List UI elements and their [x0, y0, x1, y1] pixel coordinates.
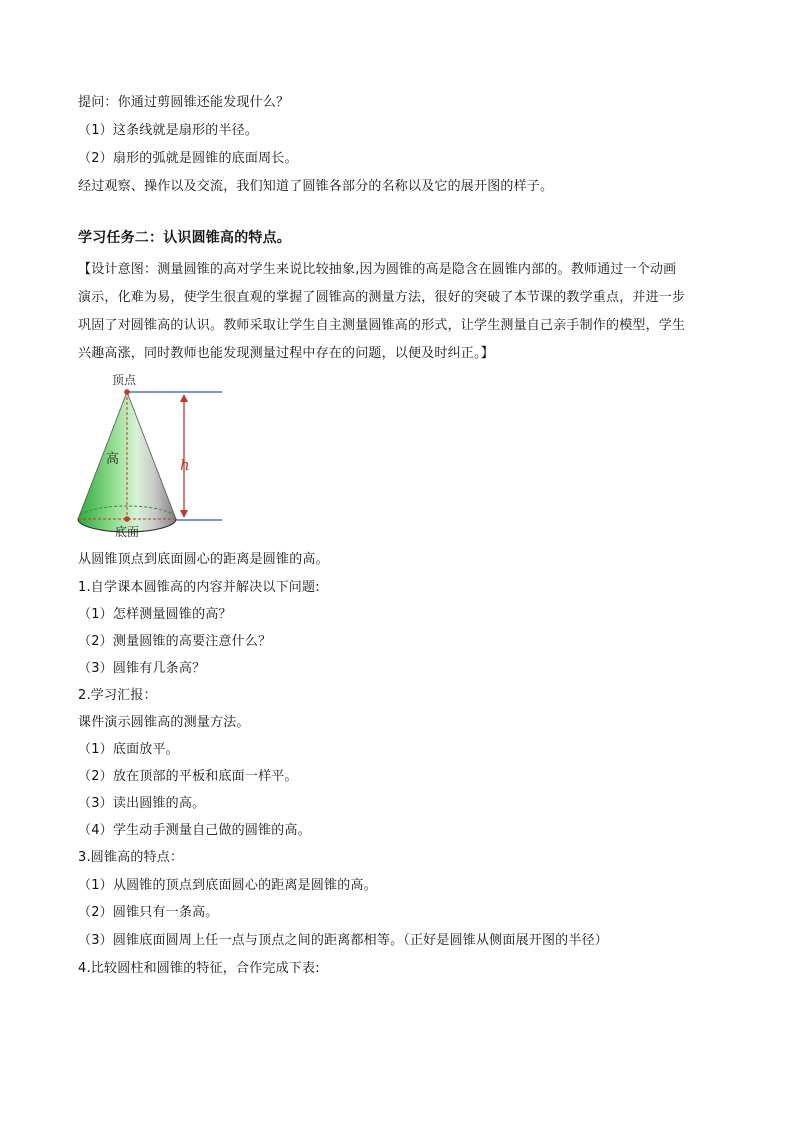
list-item: （2）测量圆锥的高要注意什么？: [78, 634, 272, 649]
step-heading: 2.学习汇报：: [78, 688, 157, 703]
list-item: （1）怎样测量圆锥的高？: [78, 607, 232, 622]
apex-label: 顶点: [112, 373, 137, 387]
arrow-head-up: [180, 394, 188, 402]
design-intent-line: 巩固了对圆锥高的认识。教师采取让学生自主测量圆锥高的形式，让学生测量自己亲手制作的模型，学生: [78, 318, 686, 333]
h-label: h: [180, 456, 190, 474]
list-item: （1）这条线就是扇形的半径。: [78, 123, 259, 138]
list-item: （1）从圆锥的顶点到底面圆心的距离是圆锥的高。: [78, 878, 377, 893]
height-side-label: 高: [106, 452, 120, 467]
apex-point: [124, 389, 130, 395]
step-intro: 课件演示圆锥高的测量方法。: [78, 715, 250, 730]
section-heading: 学习任务二：认识圆锥高的特点。: [78, 230, 291, 246]
base-label: 底面: [115, 525, 140, 539]
list-item: （4）学生动手测量自己做的圆锥的高。: [78, 823, 311, 838]
arrow-head-down: [180, 510, 188, 518]
question-line: 提问：你通过剪圆锥还能发现什么？: [78, 95, 290, 110]
base-center-point: [124, 516, 130, 522]
design-intent-line: 演示，化难为易，使学生很直观的掌握了圆锥高的测量方法，很好的突破了本节课的教学重点，并进一步: [78, 290, 686, 305]
design-intent-line: 【设计意图：测量圆锥的高对学生来说比较抽象,因为圆锥的高是隐含在圆锥内部的。教师通过一个动画: [78, 262, 677, 277]
list-item: （2）圆锥只有一条高。: [78, 905, 219, 920]
list-item: （1）底面放平。: [78, 742, 179, 757]
cone-diagram: [74, 368, 234, 540]
list-item: （3）读出圆锥的高。: [78, 796, 206, 811]
definition-line: 从圆锥顶点到底面圆心的距离是圆锥的高。: [78, 552, 329, 567]
list-item: （3）圆锥底面圆周上任一点与顶点之间的距离都相等。（正好是圆锥从侧面展开图的半径）: [78, 933, 608, 948]
list-item: （2）放在顶部的平板和底面一样平。: [78, 769, 298, 784]
summary-line: 经过观察、操作以及交流，我们知道了圆锥各部分的名称以及它的展开图的样子。: [78, 179, 554, 194]
step-heading: 1.自学课本圆锥高的内容并解决以下问题:: [78, 580, 320, 595]
design-intent-line: 兴趣高涨，同时教师也能发现测量过程中存在的问题，以便及时纠正。】: [78, 346, 494, 361]
cone-height-figure: [74, 368, 234, 540]
step-heading: 4.比较圆柱和圆锥的特征，合作完成下表:: [78, 961, 320, 976]
step-heading: 3.圆锥高的特点：: [78, 850, 184, 865]
list-item: （3）圆锥有几条高？: [78, 661, 206, 676]
list-item: （2）扇形的弧就是圆锥的底面周长。: [78, 151, 298, 166]
